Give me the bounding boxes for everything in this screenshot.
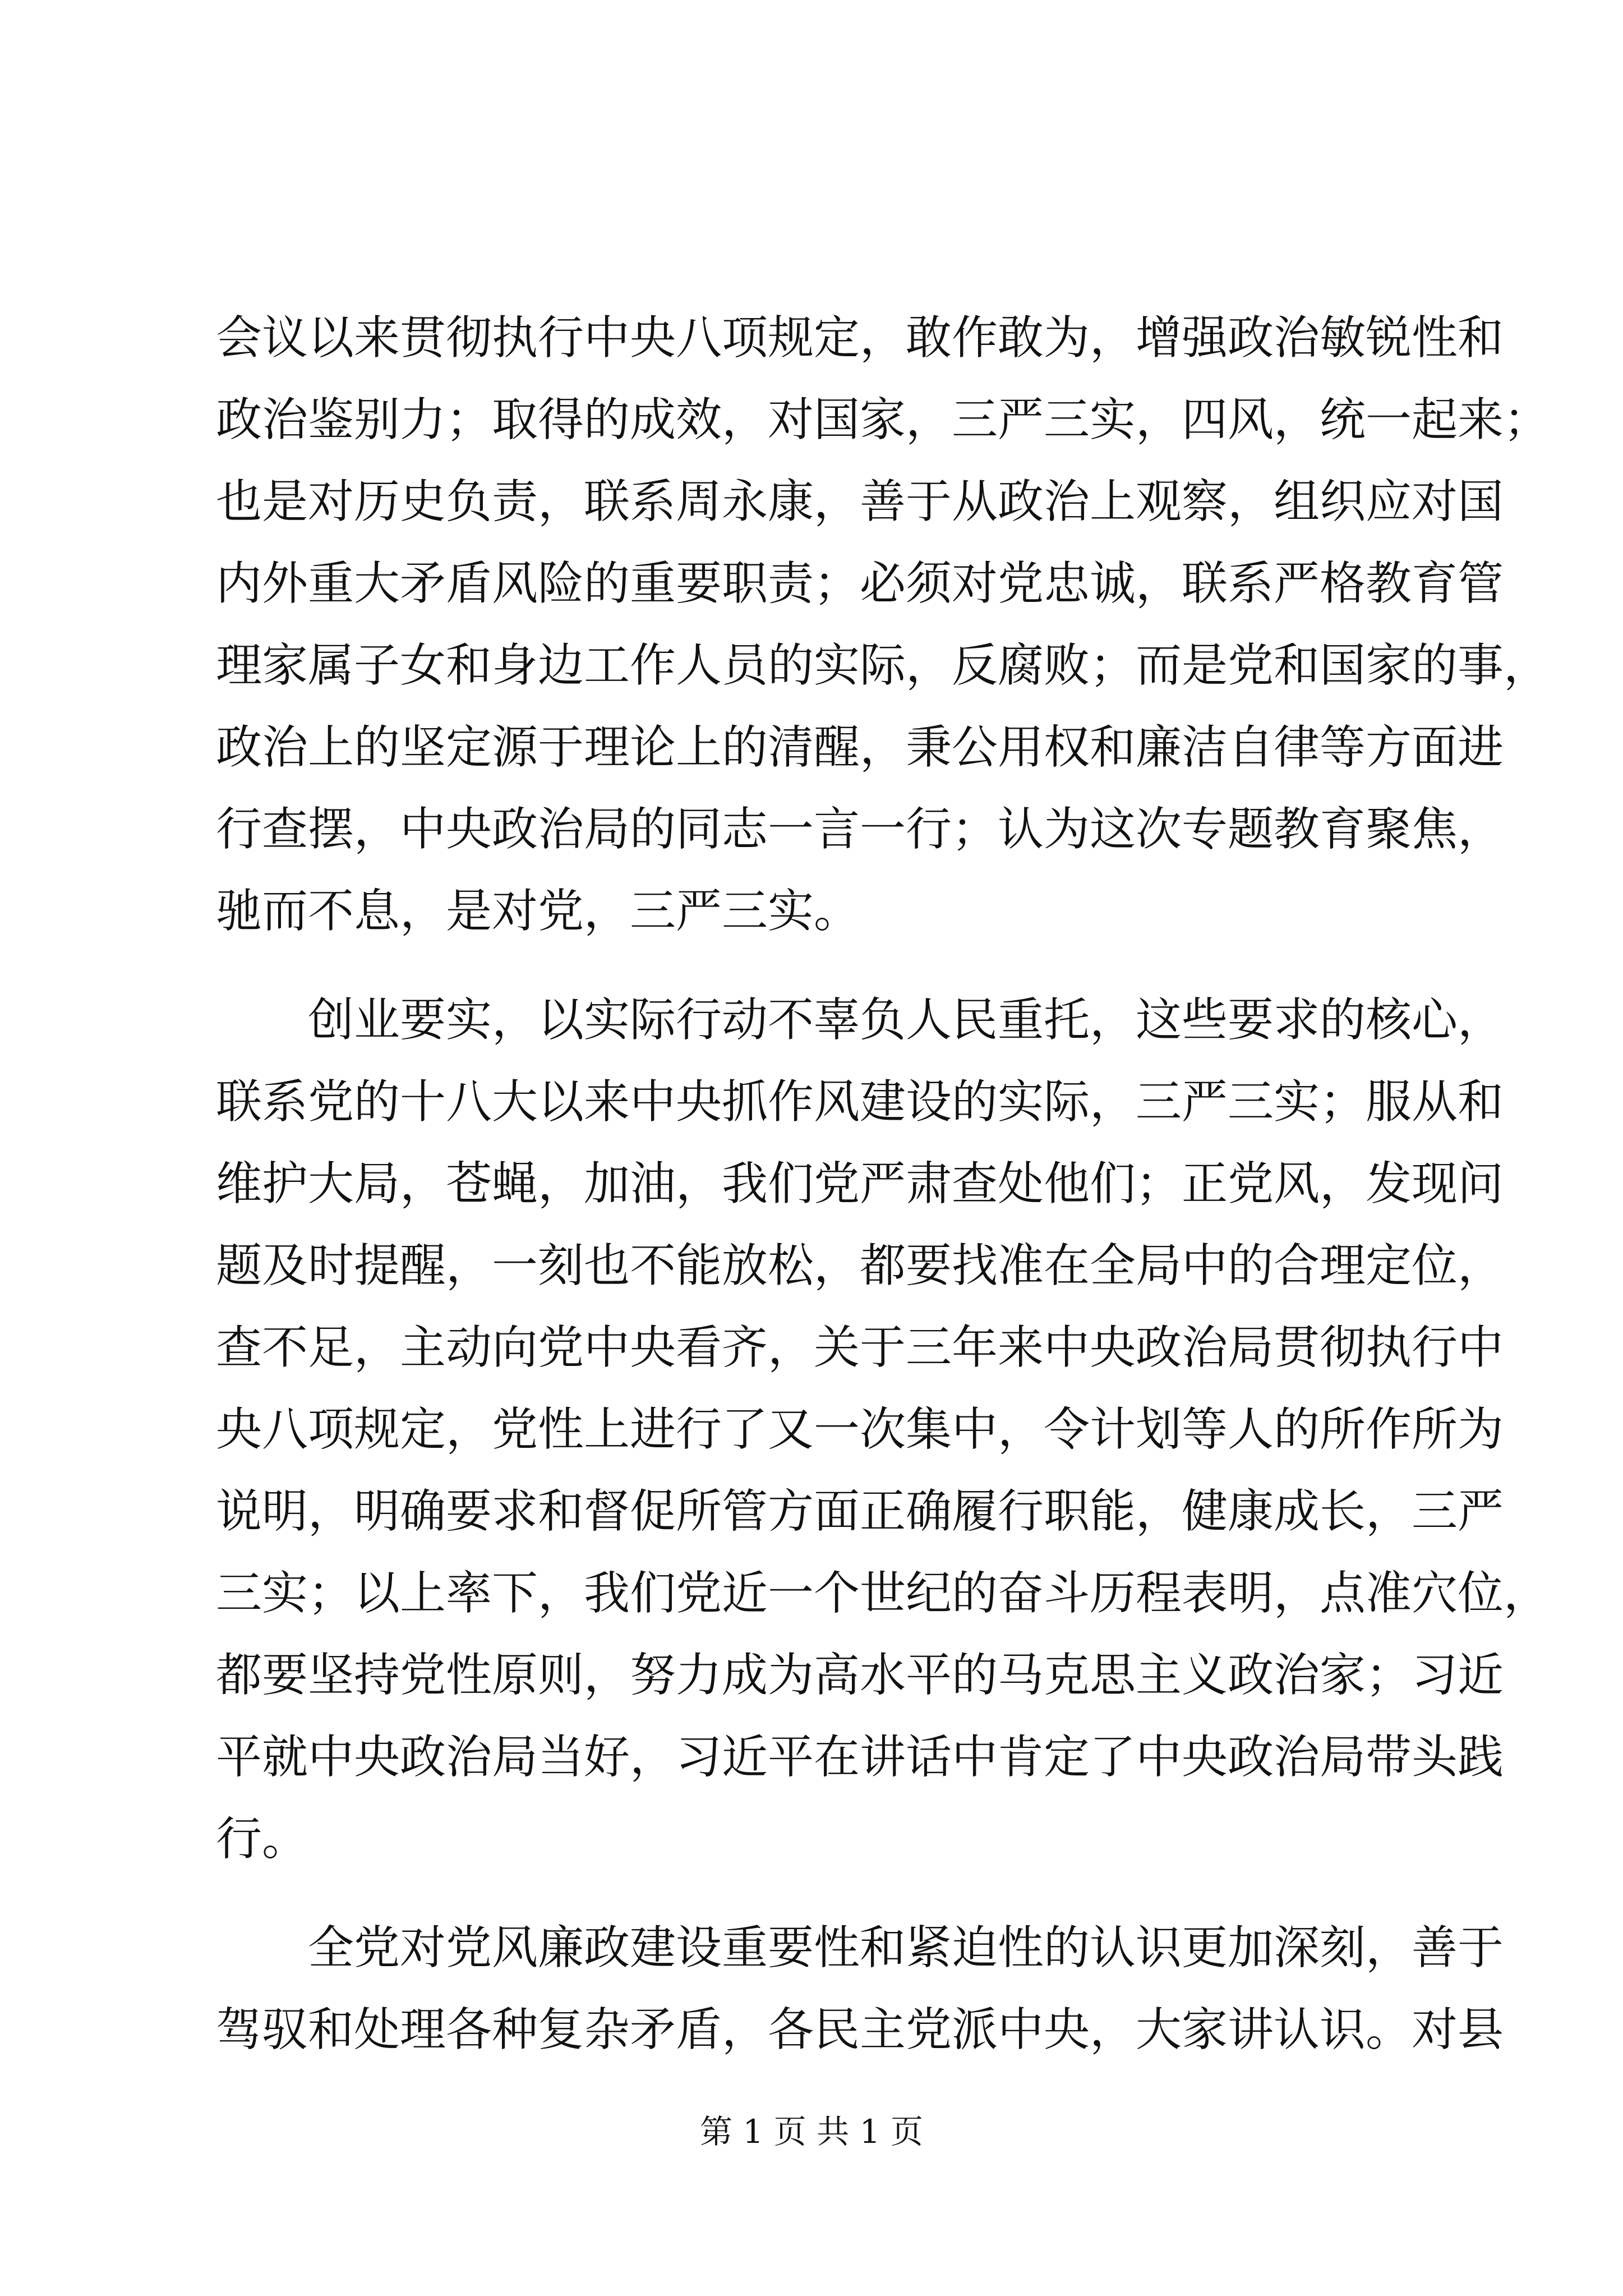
paragraph-gap bbox=[216, 953, 1427, 979]
text-line: 内外重大矛盾风险的重要职责；必须对党忠诚，联系严格教育管 bbox=[216, 557, 1504, 610]
text-line: 说明，明确要求和督促所管方面正确履行职能，健康成长，三严 bbox=[216, 1485, 1504, 1538]
text-line: 平就中央政治局当好，习近平在讲话中肯定了中央政治局带头践 bbox=[216, 1731, 1504, 1784]
text-line: 联系党的十八大以来中央抓作风建设的实际，三严三实；服从和 bbox=[216, 1075, 1504, 1129]
text-line: 理家属子女和身边工作人员的实际，反腐败；而是党和国家的事， bbox=[216, 639, 1550, 692]
page-footer: 第 1 页 共 1 页 bbox=[700, 2113, 923, 2151]
paragraph bbox=[216, 1907, 1504, 2071]
paragraph bbox=[216, 297, 1550, 953]
text-line: 都要坚持党性原则，努力成为高水平的马克思主义政治家；习近 bbox=[216, 1649, 1504, 1702]
text-line: 政治鉴别力；取得的成效，对国家，三严三实，四风，统一起来； bbox=[216, 393, 1550, 447]
text-line: 创业要实，以实际行动不辜负人民重托，这些要求的核心， bbox=[308, 993, 1504, 1047]
text-line: 维护大局，苍蝇，加油，我们党严肃查处他们；正党风，发现问 bbox=[216, 1157, 1504, 1211]
text-line: 也是对历史负责，联系周永康，善于从政治上观察，组织应对国 bbox=[216, 475, 1504, 528]
text-line: 行查摆，中央政治局的同志一言一行；认为这次专题教育聚焦， bbox=[216, 803, 1504, 856]
text-line: 三实；以上率下，我们党近一个世纪的奋斗历程表明，点准穴位， bbox=[216, 1567, 1550, 1620]
text-line: 行。 bbox=[216, 1812, 308, 1866]
text-line: 会议以来贯彻执行中央八项规定，敢作敢为，增强政治敏锐性和 bbox=[216, 311, 1504, 365]
text-line: 查不足，主动向党中央看齐，关于三年来中央政治局贯彻执行中 bbox=[216, 1321, 1504, 1374]
text-line: 政治上的坚定源于理论上的清醒，秉公用权和廉洁自律等方面进 bbox=[216, 721, 1504, 774]
text-line: 央八项规定，党性上进行了又一次集中，令计划等人的所作所为 bbox=[216, 1403, 1504, 1456]
text-line: 驰而不息，是对党，三严三实。 bbox=[216, 885, 860, 938]
paragraph bbox=[216, 979, 1550, 1880]
text-line: 题及时提醒，一刻也不能放松，都要找准在全局中的合理定位， bbox=[216, 1239, 1504, 1292]
text-line: 驾驭和处理各种复杂矛盾，各民主党派中央，大家讲认识。对县 bbox=[216, 2003, 1504, 2056]
paragraph-gap bbox=[216, 1880, 1427, 1907]
document-body bbox=[216, 297, 1550, 2071]
text-line: 全党对党风廉政建设重要性和紧迫性的认识更加深刻，善于 bbox=[308, 1921, 1504, 1975]
